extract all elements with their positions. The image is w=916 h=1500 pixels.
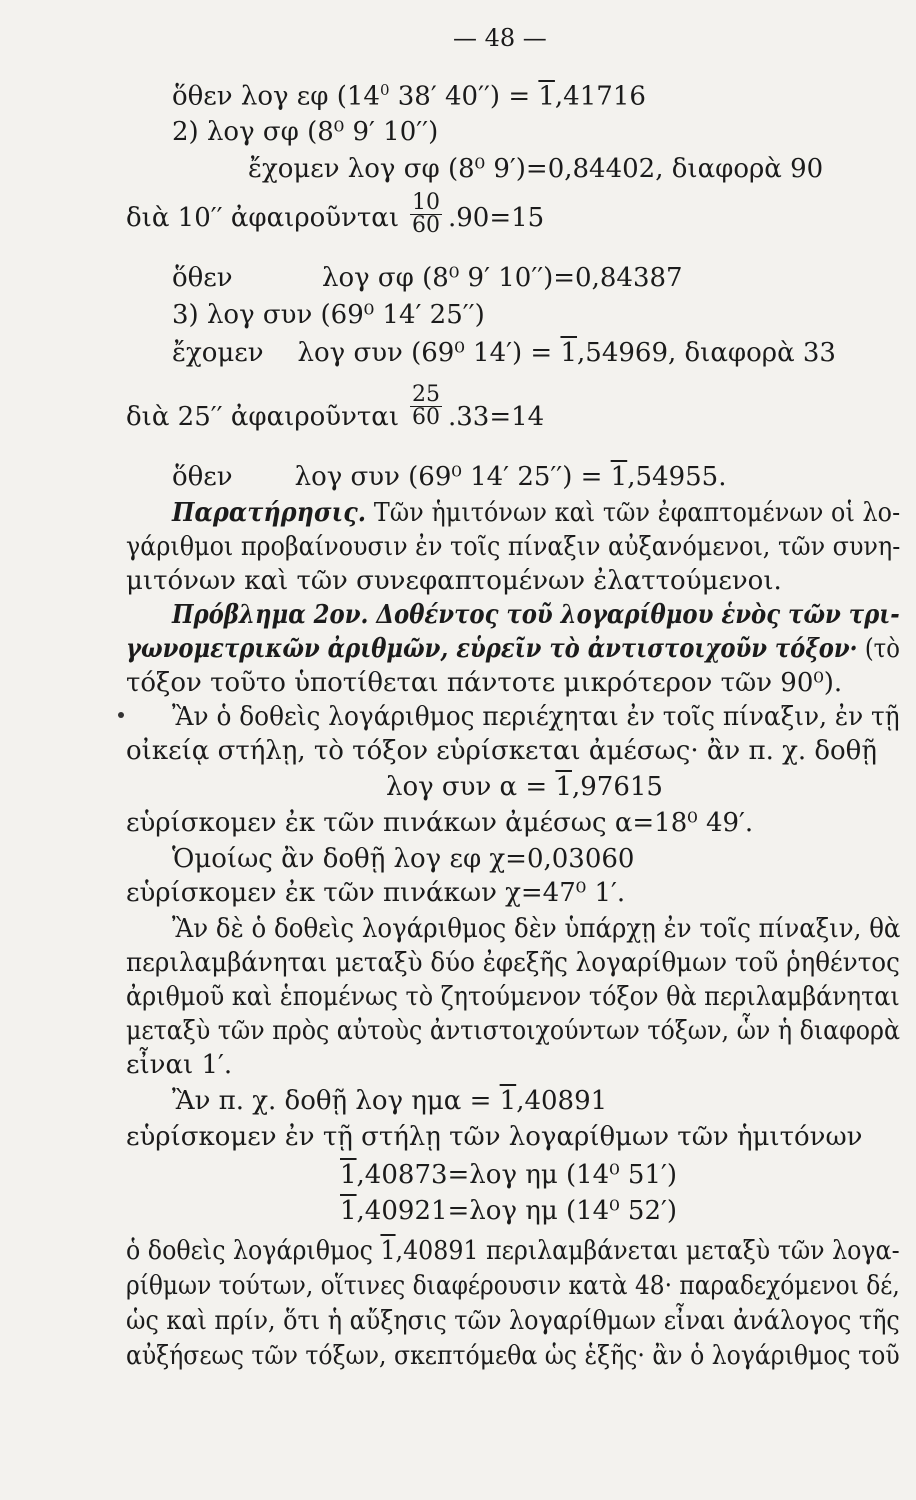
line-1-degree: 0	[379, 81, 390, 99]
entry-2-text: ,40921=λογ ημ (14⁰ 52′)	[356, 1196, 678, 1226]
fraction-numerator: 10	[412, 190, 440, 215]
entry-1-text: ,40873=λογ ημ (14⁰ 51′)	[356, 1160, 678, 1190]
eq-right: ,97615	[571, 772, 663, 802]
text-line-24: Ἂν δὲ ὁ δοθεὶς λογάριθμος δὲν ὑπάρχῃ ἐν τοῖς πίναξιν, θὰ	[172, 914, 901, 944]
text-line-8	[172, 340, 836, 366]
text-line-1	[172, 83, 646, 110]
fraction-denominator: 60	[412, 405, 440, 430]
text-line-35: ὡς καὶ πρίν, ὅτι ἡ αὔξησις τῶν λογαρίθμων εἶναι ἀνάλογος τῆς	[126, 1306, 900, 1336]
line-1-part-e: ,41716	[554, 81, 646, 112]
problem-paren-open: (τὸ	[857, 634, 900, 664]
text-line-29	[172, 1088, 607, 1114]
eq-bar-digit: 1	[555, 772, 572, 802]
fraction-result: .33=14	[448, 402, 545, 432]
line-33-part-a: ὁ δοθεὶς λογάριθμος	[126, 1236, 381, 1266]
entry-1-bar-digit: 1	[340, 1160, 357, 1190]
problem-heading-line-1: Πρόβλημα 2ον. Δοθέντος τοῦ λογαρίθμου ἑνὸς τῶν τρι-	[172, 600, 900, 630]
text-line-6-label: ὅθεν	[172, 263, 233, 293]
line-29-bar-digit: 1	[499, 1086, 517, 1116]
equation-cos-a	[386, 774, 663, 800]
line-8-part-d: ,54969, διαφορὰ 33	[577, 338, 836, 368]
line-11-part-b: λογ συν (69⁰ 14′ 25′′) =	[294, 462, 611, 492]
text-line-30: εὑρίσκομεν ἐν τῇ στήλῃ τῶν λογαρίθμων τῶν ἡμιτόνων	[126, 1122, 863, 1152]
text-line-7: 3) λογ συν (69⁰ 14′ 25′′)	[172, 300, 485, 330]
entry-2-bar-digit: 1	[340, 1196, 357, 1226]
problem-line-3: τόξον τοῦτο ὑποτίθεται πάντοτε μικρότερον τῶν 90⁰).	[126, 668, 843, 698]
line-11-part-a: ὅθεν	[172, 462, 233, 492]
text-line-25: περιλαμβάνηται μεταξὺ δύο ἐφεξῆς λογαρίθμων τοῦ ῥηθέντος	[126, 948, 900, 978]
line-1-bar-digit: 1	[538, 81, 555, 112]
remark-line-2: γάριθμοι προβαίνουσιν ἐν τοῖς πίναξιν αὐξανόμενοι, τῶν συνη-	[126, 532, 901, 562]
margin-dot	[118, 712, 124, 718]
eq-left: λογ συν α =	[386, 772, 556, 802]
text-line-34: ρίθμων τούτων, οἵτινες διαφέρουσιν κατὰ 48· παραδεχόμενοι δέ,	[126, 1271, 900, 1301]
log-entry-1	[340, 1162, 677, 1188]
remark-text: Τῶν ἡμιτόνων καὶ τῶν ἐφαπτομένων οἱ λο-	[366, 498, 901, 528]
line-8-bar-digit: 1	[560, 338, 578, 368]
line-1-part-a: ὅθεν λογ εφ (14	[172, 81, 380, 112]
line-29-part-a: Ἂν π. χ. δοθῇ λογ ημα =	[172, 1086, 500, 1116]
text-line-26: ἀριθμοῦ καὶ ἑπομένως τὸ ζητούμενον τόξον θὰ περιλαμβάνηται	[126, 982, 900, 1012]
line-1-part-c: 38′ 40′′) =	[389, 81, 539, 112]
remark-line-1	[172, 500, 900, 526]
text-line-4: διὰ 10′′ ἀφαιροῦνται	[126, 203, 400, 233]
line-11-part-d: ,54955.	[627, 462, 727, 492]
text-line-22: Ὁμοίως ἂν δοθῇ λογ εφ χ=0,03060	[172, 844, 635, 874]
text-line-2: 2) λογ σφ (8⁰ 9′ 10′′)	[172, 117, 439, 147]
fraction-denominator: 60	[412, 213, 440, 238]
line-8-part-b: λογ συν (69⁰ 14′) =	[297, 338, 561, 368]
text-line-21: εὑρίσκομεν ἐκ τῶν πινάκων ἀμέσως α=18⁰ 49′.	[126, 808, 754, 838]
line-29-part-c: ,40891	[516, 1086, 608, 1116]
remark-line-3: μιτόνων καὶ τῶν συνεφαπτομένων ἐλαττούμενοι.	[126, 566, 782, 596]
fraction-numerator: 25	[412, 382, 440, 407]
problem-heading-cont: γωνομετρικῶν ἀριθμῶν, εὑρεῖν τὸ ἀντιστοιχοῦν τόξον·	[126, 634, 858, 664]
fraction-result: .90=15	[448, 203, 545, 233]
line-8-part-a: ἔχομεν	[172, 338, 264, 368]
page-number: — 48 —	[453, 24, 547, 52]
text-line-18: Ἂν ὁ δοθεὶς λογάριθμος περιέχηται ἐν τοῖς πίναξιν, ἐν τῇ	[172, 702, 900, 732]
text-line-33	[126, 1238, 900, 1264]
problem-heading-line-2	[126, 636, 900, 662]
fraction-25-60	[410, 384, 442, 429]
text-line-3: ἔχομεν λογ σφ (8⁰ 9′)=0,84402, διαφορὰ 90	[248, 154, 824, 184]
line-33-part-c: ,40891 περιλαμβάνεται μεταξὺ τῶν λογα-	[395, 1236, 900, 1266]
text-line-28: εἶναι 1′.	[126, 1050, 233, 1080]
text-line-11	[172, 464, 726, 490]
text-line-23: εὑρίσκομεν ἐκ τῶν πινάκων χ=47⁰ 1′.	[126, 878, 626, 908]
text-line-9: διὰ 25′′ ἀφαιροῦνται	[126, 402, 400, 432]
text-line-27: μεταξὺ τῶν πρὸς αὐτοὺς ἀντιστοιχούντων τόξων, ὧν ἡ διαφορὰ	[126, 1016, 900, 1046]
text-line-19: οἰκείᾳ στήλῃ, τὸ τόξον εὑρίσκεται ἀμέσως· ἂν π. χ. δοθῇ	[126, 736, 877, 766]
log-entry-2	[340, 1198, 677, 1224]
line-11-bar-digit: 1	[610, 462, 628, 492]
remark-heading: Παρατήρησις.	[172, 498, 367, 528]
text-line-36: αὐξήσεως τῶν τόξων, σκεπτόμεθα ὡς ἑξῆς· ἂν ὁ λογάριθμος τοῦ	[126, 1341, 900, 1371]
fraction-10-60	[410, 192, 442, 237]
text-line-6: λογ σφ (8⁰ 9′ 10′′)=0,84387	[322, 263, 683, 293]
line-33-bar-digit: 1	[380, 1236, 396, 1266]
